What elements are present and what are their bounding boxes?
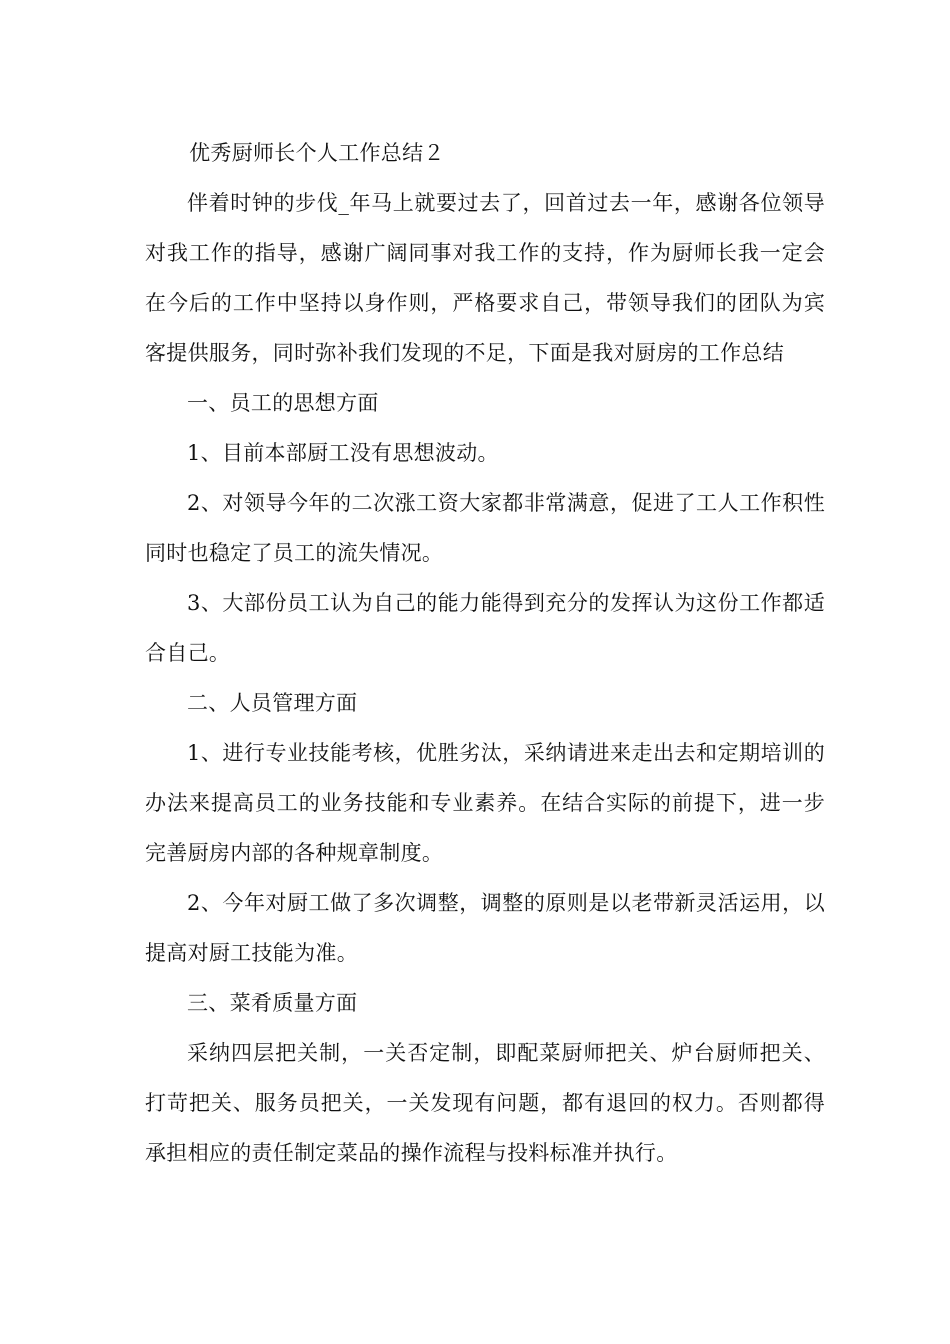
section-heading-personnel-management: 二、人员管理方面 [187,691,358,715]
list-item: 2、今年对厨工做了多次调整，调整的原则是以老带新灵活运用，以提高对厨工技能为准。 [145,891,825,965]
document-title: 优秀厨师长个人工作总结２ [189,141,445,165]
section-heading-dish-quality: 三、菜肴质量方面 [187,991,358,1015]
document-body [145,128,825,1178]
list-item: 1、进行专业技能考核，优胜劣汰，采纳请进来走出去和定期培训的办法来提高员工的业务技能和专业素养。在结合实际的前提下，进一步完善厨房内部的各种规章制度。 [145,741,825,865]
list-item: 1、目前本部厨工没有思想波动。 [187,441,499,465]
list-item: 2、对领导今年的二次涨工资大家都非常满意，促进了工人工作积性同时也稳定了员工的流失情况。 [145,491,825,565]
list-item: 3、大部份员工认为自己的能力能得到充分的发挥认为这份工作都适合自己。 [145,591,825,665]
section-heading-staff-thinking: 一、员工的思想方面 [187,391,379,415]
body-paragraph: 采纳四层把关制，一关否定制，即配菜厨师把关、炉台厨师把关、打苛把关、服务员把关，一关发现有问题，都有退回的权力。否则都得承担相应的责任制定菜品的操作流程与投料标准并执行。 [145,1041,825,1165]
intro-paragraph: 伴着时钟的步伐_年马上就要过去了，回首过去一年，感谢各位领导对我工作的指导，感谢广阔同事对我工作的支持，作为厨师长我一定会在今后的工作中坚持以身作则，严格要求自己，带领导我们的团队为宾客提供服务，同时弥补我们发现的不足，下面是我对厨房的工作总结 [145,191,825,365]
